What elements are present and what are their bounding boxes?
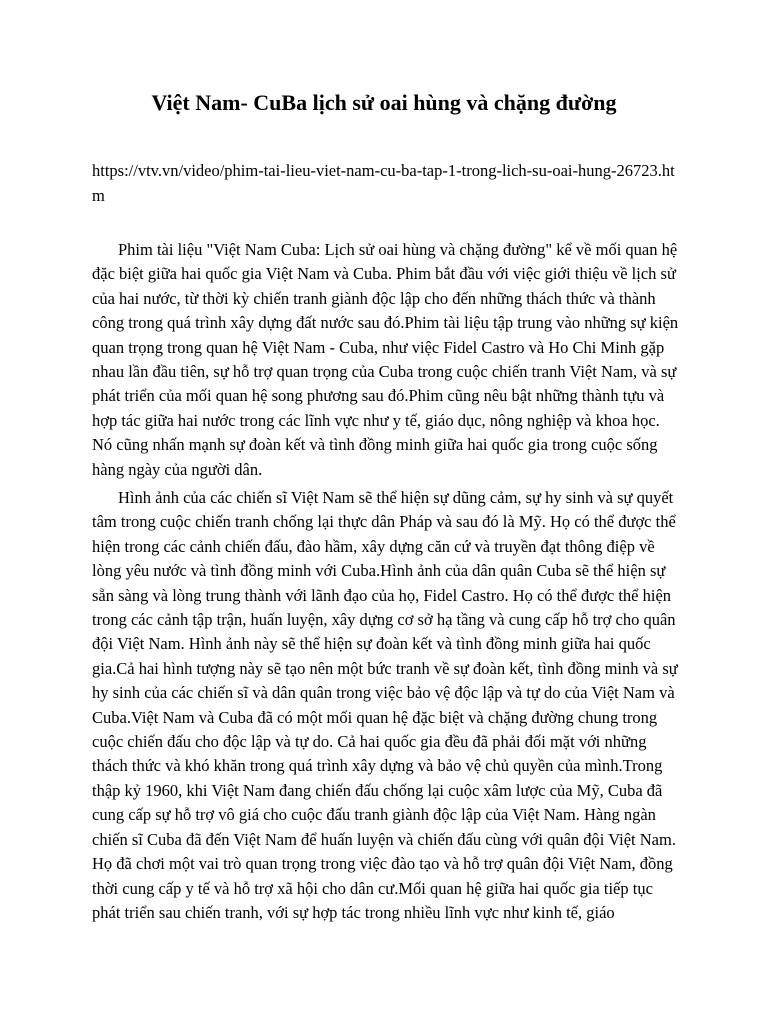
paragraph-1: Phim tài liệu "Việt Nam Cuba: Lịch sử oai hùng và chặng đường" kể về mối quan hệ đặc biệt giữa hai quốc gia Việt Nam và Cuba. Phim bắt đầu với việc giới thiệu về lịch sử của hai nước, từ thời kỳ chiến tranh giành độc lập cho đến những thách thức và thành công trong quá trình xây dựng đất nước sau đó.Phim tài liệu tập trung vào những sự kiện quan trọng trong quan hệ Việt Nam - Cuba, như việc Fidel Castro và Ho Chi Minh gặp nhau lần đầu tiên, sự hỗ trợ quan trọng của Cuba trong cuộc chiến tranh Việt Nam, và sự phát triển của mối quan hệ song phương sau đó.Phim cũng nêu bật những thành tựu và hợp tác giữa hai nước trong các lĩnh vực như y tế, giáo dục, nông nghiệp và khoa học. Nó cũng nhấn mạnh sự đoàn kết và tình đồng minh giữa hai quốc gia trong cuộc sống hàng ngày của người dân. (92, 240, 679, 479)
source-url: https://vtv.vn/video/phim-tai-lieu-viet-nam-cu-ba-tap-1-trong-lich-su-oai-hung-26723.htm (92, 161, 675, 205)
paragraph-2: Hình ảnh của các chiến sĩ Việt Nam sẽ thể hiện sự dũng cảm, sự hy sinh và sự quyết tâm trong cuộc chiến tranh chống lại thực dân Pháp và sau đó là Mỹ. Họ có thể được thể hiện trong các cảnh chiến đấu, đào hầm, xây dựng căn cứ và truyền đạt thông điệp về lòng yêu nước và tình đồng minh với Cuba.Hình ảnh của dân quân Cuba sẽ thể hiện sự sẵn sàng và lòng trung thành với lãnh đạo của họ, Fidel Castro. Họ có thể được thể hiện trong các cảnh tập trận, huấn luyện, xây dựng cơ sở hạ tầng và cung cấp hỗ trợ cho quân đội Việt Nam. Hình ảnh này sẽ thể hiện sự đoàn kết và tình đồng minh giữa hai quốc gia.Cả hai hình tượng này sẽ tạo nên một bức tranh về sự đoàn kết, tình đồng minh và sự hy sinh của các chiến sĩ và dân quân trong việc bảo vệ độc lập và tự do của Việt Nam và Cuba.Việt Nam và Cuba đã có một mối quan hệ đặc biệt và chặng đường chung trong cuộc chiến đấu cho độc lập và tự do. Cả hai quốc gia đều đã phải đối mặt với những thách thức và khó khăn trong quá trình xây dựng và bảo vệ chủ quyền của mình.Trong thập kỷ 1960, khi Việt Nam đang chiến đấu chống lại cuộc xâm lược của Mỹ, Cuba đã cung cấp sự hỗ trợ vô giá cho cuộc đấu tranh giành độc lập của Việt Nam. Hàng ngàn chiến sĩ Cuba đã đến Việt Nam để huấn luyện và chiến đấu cùng với quân đội Việt Nam. Họ đã chơi một vai trò quan trọng trong việc đào tạo và hỗ trợ quân đội Việt Nam, đồng thời cung cấp y tế và hỗ trợ xã hội cho dân cư.Mối quan hệ giữa hai quốc gia tiếp tục phát triển sau chiến tranh, với sự hợp tác trong nhiều lĩnh vực như kinh tế, giáo (92, 488, 678, 922)
document-title: Việt Nam- CuBa lịch sử oai hùng và chặng đường (151, 90, 617, 115)
